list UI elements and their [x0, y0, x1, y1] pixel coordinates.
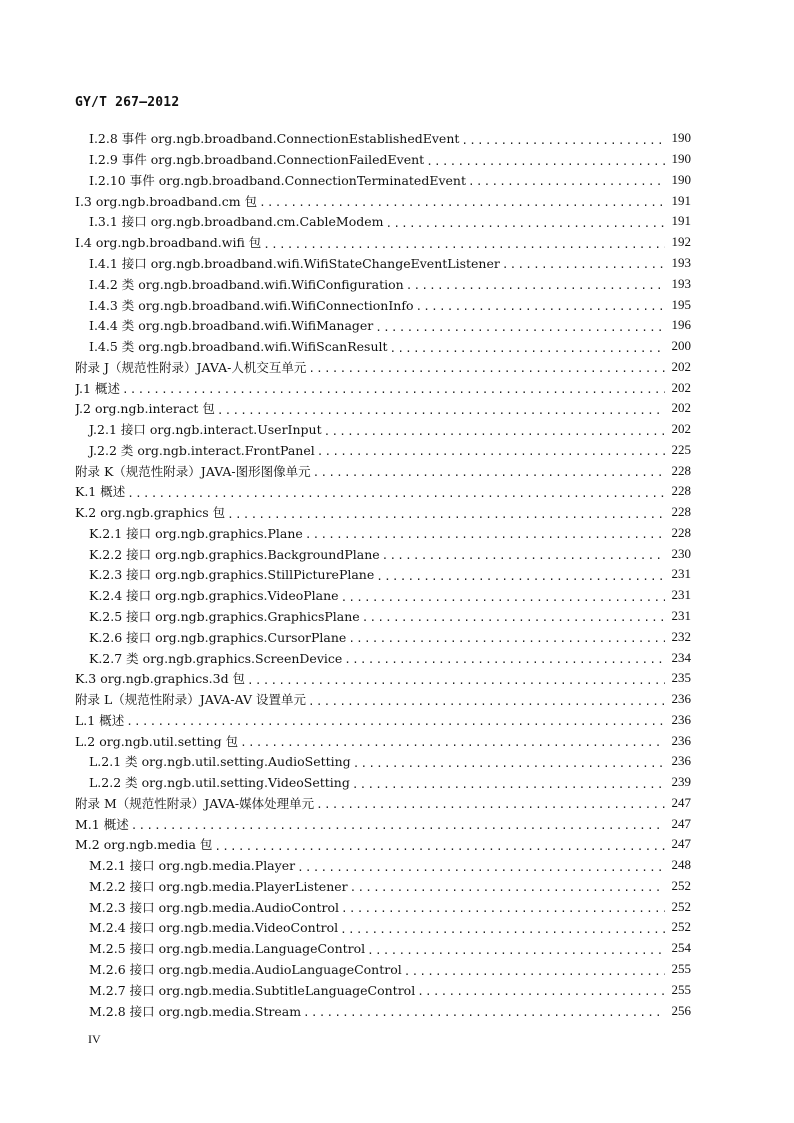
toc-dot-leader [122, 383, 665, 396]
toc-dot-leader [417, 985, 665, 998]
toc-dot-leader [415, 300, 665, 313]
toc-entry-label: M.2.6 接口 org.ngb.media.AudioLanguageControl [89, 962, 402, 977]
toc-entry[interactable] [75, 979, 691, 1000]
toc-entry[interactable] [75, 855, 691, 876]
toc-dot-leader [217, 404, 665, 417]
toc-dot-leader [308, 695, 665, 708]
toc-entry-page: 193 [671, 275, 691, 291]
toc-dot-leader [348, 632, 665, 645]
toc-dot-leader [502, 258, 665, 271]
toc-dot-leader [344, 653, 665, 666]
toc-entry[interactable] [75, 439, 691, 460]
toc-entry-label: I.4.4 类 org.ngb.broadband.wifi.WifiManager [89, 318, 374, 334]
toc-entry[interactable] [75, 668, 691, 689]
toc-dot-leader [341, 902, 665, 915]
toc-entry[interactable] [75, 273, 691, 294]
toc-entry-page: 230 [671, 545, 691, 561]
toc-entry-label: L.2.1 类 org.ngb.util.setting.AudioSetting [89, 754, 351, 770]
toc-entry-label: M.2.1 接口 org.ngb.media.Player [89, 858, 296, 874]
toc-entry-label: I.4.3 类 org.ngb.broadband.wifi.WifiConnectionInfo [89, 297, 414, 313]
toc-dot-leader [352, 778, 665, 791]
toc-entry-page: 235 [671, 670, 691, 686]
toc-dot-leader [313, 466, 665, 479]
toc-entry-label: K.2.4 接口 org.ngb.graphics.VideoPlane [89, 588, 339, 604]
toc-entry[interactable] [75, 876, 691, 897]
toc-entry-page: 192 [671, 234, 691, 250]
toc-entry[interactable] [75, 315, 691, 336]
toc-entry-page: 228 [671, 462, 691, 478]
toc-entry-page: 190 [671, 151, 691, 167]
toc-entry-page: 239 [671, 774, 691, 790]
toc-entry-label: I.4.5 类 org.ngb.broadband.wifi.WifiScanResult [89, 339, 388, 355]
toc-dot-leader [341, 591, 665, 604]
toc-entry-label: M.2.8 接口 org.ngb.media.Stream [89, 1003, 302, 1019]
toc-dot-leader [353, 757, 665, 770]
toc-entry[interactable] [75, 730, 691, 751]
toc-entry-page: 200 [671, 338, 691, 354]
toc-dot-leader [426, 155, 665, 168]
toc-entry-label: K.2.5 接口 org.ngb.graphics.GraphicsPlane [89, 608, 360, 624]
toc-entry[interactable] [75, 564, 691, 585]
toc-entry[interactable] [75, 481, 691, 502]
toc-entry[interactable] [75, 772, 691, 793]
toc-entry-page: 228 [671, 483, 691, 499]
toc-entry[interactable] [75, 232, 691, 253]
toc-entry-page: 231 [671, 587, 691, 603]
toc-entry-label: 附录 M（规范性附录）JAVA-媒体处理单元 [75, 795, 315, 811]
toc-dot-leader [390, 342, 665, 355]
toc-entry-page: 195 [671, 296, 691, 312]
toc-entry-page: 193 [671, 254, 691, 270]
toc-entry-label: K.2.6 接口 org.ngb.graphics.CursorPlane [89, 629, 347, 645]
toc-entry-page: 228 [671, 504, 691, 520]
toc-dot-leader [376, 570, 665, 583]
toc-entry-label: K.2.2 接口 org.ngb.graphics.BackgroundPlane [89, 546, 380, 562]
toc-entry-page: 190 [671, 171, 691, 187]
table-of-contents [75, 128, 691, 1021]
toc-entry-label: J.2.1 接口 org.ngb.interact.UserInput [89, 422, 322, 438]
toc-entry[interactable] [75, 896, 691, 917]
toc-dot-leader [303, 1006, 665, 1019]
toc-dot-leader [461, 134, 665, 147]
toc-entry-label: I.4 org.ngb.broadband.wifi 包 [75, 235, 262, 251]
toc-entry[interactable] [75, 626, 691, 647]
toc-entry-page: 191 [671, 213, 691, 229]
toc-entry-page: 231 [671, 566, 691, 582]
toc-entry-page: 236 [671, 732, 691, 748]
toc-entry-page: 255 [671, 981, 691, 997]
toc-dot-leader [350, 881, 665, 894]
toc-entry[interactable] [75, 128, 691, 149]
toc-entry-page: 190 [671, 130, 691, 146]
page-number: IV [88, 1032, 101, 1046]
toc-dot-leader [227, 508, 665, 521]
toc-dot-leader [367, 944, 665, 957]
toc-entry-label: M.2.4 接口 org.ngb.media.VideoControl [89, 920, 339, 936]
toc-entry-label: I.2.10 事件 org.ngb.broadband.ConnectionTerminatedEvent [89, 172, 466, 188]
toc-entry[interactable] [75, 1000, 691, 1021]
toc-entry-label: L.2 org.ngb.util.setting 包 [75, 733, 239, 749]
toc-dot-leader [126, 715, 665, 728]
toc-entry[interactable] [75, 793, 691, 814]
toc-dot-leader [214, 840, 665, 853]
toc-entry[interactable] [75, 253, 691, 274]
toc-entry-page: 255 [671, 961, 691, 976]
toc-dot-leader [305, 528, 665, 541]
toc-entry-page: 236 [671, 753, 691, 769]
toc-entry[interactable] [75, 751, 691, 772]
toc-entry-page: 228 [671, 524, 691, 540]
document-id-header: GY/T 267—2012 [75, 95, 180, 110]
toc-entry-page: 202 [671, 358, 691, 374]
toc-entry[interactable] [75, 606, 691, 627]
toc-entry[interactable] [75, 170, 691, 191]
toc-entry-page: 247 [671, 794, 691, 810]
toc-entry-page: 236 [671, 711, 691, 727]
toc-entry-label: 附录 L（规范性附录）JAVA-AV 设置单元 [75, 692, 307, 708]
toc-entry-label: 附录 J（规范性附录）JAVA-人机交互单元 [75, 359, 307, 375]
toc-entry[interactable] [75, 834, 691, 855]
toc-entry-page: 252 [671, 919, 691, 935]
toc-entry[interactable] [75, 523, 691, 544]
toc-entry[interactable] [75, 211, 691, 232]
toc-entry-page: 252 [671, 877, 691, 893]
toc-entry-page: 232 [671, 628, 691, 644]
toc-entry-page: 225 [671, 441, 691, 457]
toc-entry-label: K.1 概述 [75, 484, 126, 500]
toc-entry-page: 247 [671, 836, 691, 852]
toc-entry-label: I.3.1 接口 org.ngb.broadband.cm.CableModem [89, 214, 384, 230]
toc-entry[interactable] [75, 709, 691, 730]
toc-dot-leader [386, 217, 666, 230]
toc-dot-leader [297, 861, 665, 874]
toc-dot-leader [316, 798, 665, 811]
toc-entry-label: M.1 概述 [75, 816, 129, 832]
toc-dot-leader [308, 362, 665, 375]
toc-entry[interactable] [75, 398, 691, 419]
toc-entry-label: I.4.2 类 org.ngb.broadband.wifi.WifiConfiguration [89, 276, 404, 292]
toc-entry[interactable] [75, 502, 691, 523]
toc-dot-leader [340, 923, 665, 936]
toc-entry-label: M.2.3 接口 org.ngb.media.AudioControl [89, 899, 340, 915]
toc-entry[interactable] [75, 294, 691, 315]
toc-entry-label: K.2 org.ngb.graphics 包 [75, 505, 226, 521]
toc-entry-label: K.2.7 类 org.ngb.graphics.ScreenDevice [89, 650, 343, 666]
toc-entry-page: 247 [671, 815, 691, 831]
toc-dot-leader [127, 487, 665, 500]
toc-entry-page: 196 [671, 317, 691, 333]
toc-entry[interactable] [75, 377, 691, 398]
toc-entry-page: 254 [671, 940, 691, 956]
toc-dot-leader [324, 425, 665, 438]
toc-entry[interactable] [75, 419, 691, 440]
toc-dot-leader [362, 611, 665, 624]
toc-dot-leader [317, 445, 665, 458]
toc-entry-label: I.2.8 事件 org.ngb.broadband.ConnectionEstablishedEvent [89, 131, 460, 147]
toc-entry-label: L.2.2 类 org.ngb.util.setting.VideoSetting [89, 775, 350, 791]
toc-entry-label: M.2.2 接口 org.ngb.media.PlayerListener [89, 878, 348, 894]
toc-entry-label: K.2.1 接口 org.ngb.graphics.Plane [89, 525, 303, 541]
toc-entry-page: 252 [671, 898, 691, 914]
toc-entry-page: 248 [671, 857, 691, 873]
toc-dot-leader [259, 196, 665, 209]
toc-entry-label: K.3 org.ngb.graphics.3d 包 [75, 671, 246, 687]
toc-dot-leader [263, 238, 665, 251]
toc-entry-page: 236 [671, 691, 691, 707]
toc-entry-label: J.2 org.ngb.interact 包 [75, 401, 215, 417]
toc-entry[interactable] [75, 585, 691, 606]
toc-entry-label: J.1 概述 [75, 380, 120, 396]
toc-entry-page: 231 [671, 607, 691, 623]
toc-entry[interactable] [75, 938, 691, 959]
toc-dot-leader [382, 549, 665, 562]
toc-dot-leader [240, 736, 665, 749]
toc-entry[interactable] [75, 336, 691, 357]
toc-entry-page: 202 [671, 400, 691, 416]
toc-entry[interactable] [75, 917, 691, 938]
toc-entry-page: 202 [671, 379, 691, 395]
toc-entry-label: M.2.7 接口 org.ngb.media.SubtitleLanguageControl [89, 982, 416, 998]
toc-entry-page: 256 [671, 1002, 691, 1018]
toc-entry[interactable] [75, 543, 691, 564]
toc-entry-page: 191 [671, 192, 691, 208]
toc-dot-leader [404, 965, 665, 978]
toc-entry-label: K.2.3 接口 org.ngb.graphics.StillPicturePlane [89, 567, 375, 583]
toc-entry[interactable] [75, 647, 691, 668]
toc-entry-label: I.4.1 接口 org.ngb.broadband.wifi.WifiStateChangeEventListener [89, 255, 500, 271]
toc-entry-label: I.3 org.ngb.broadband.cm 包 [75, 193, 258, 209]
toc-entry-label: M.2 org.ngb.media 包 [75, 837, 213, 853]
toc-entry-label: J.2.2 类 org.ngb.interact.FrontPanel [89, 442, 315, 458]
toc-dot-leader [375, 321, 665, 334]
toc-dot-leader [247, 674, 665, 687]
toc-entry-label: L.1 概述 [75, 712, 125, 728]
toc-entry[interactable] [75, 190, 691, 211]
toc-entry[interactable] [75, 149, 691, 170]
toc-entry-page: 202 [671, 421, 691, 437]
toc-entry[interactable] [75, 689, 691, 710]
toc-entry-label: M.2.5 接口 org.ngb.media.LanguageControl [89, 941, 366, 957]
toc-dot-leader [468, 175, 665, 188]
toc-entry-page: 234 [671, 649, 691, 665]
toc-dot-leader [131, 819, 665, 832]
toc-entry-label: 附录 K（规范性附录）JAVA-图形图像单元 [75, 463, 311, 479]
toc-entry[interactable] [75, 460, 691, 481]
toc-entry-label: I.2.9 事件 org.ngb.broadband.ConnectionFailedEvent [89, 152, 425, 168]
toc-entry[interactable] [75, 813, 691, 834]
toc-entry[interactable] [75, 959, 691, 980]
toc-entry[interactable] [75, 356, 691, 377]
toc-dot-leader [406, 279, 665, 292]
